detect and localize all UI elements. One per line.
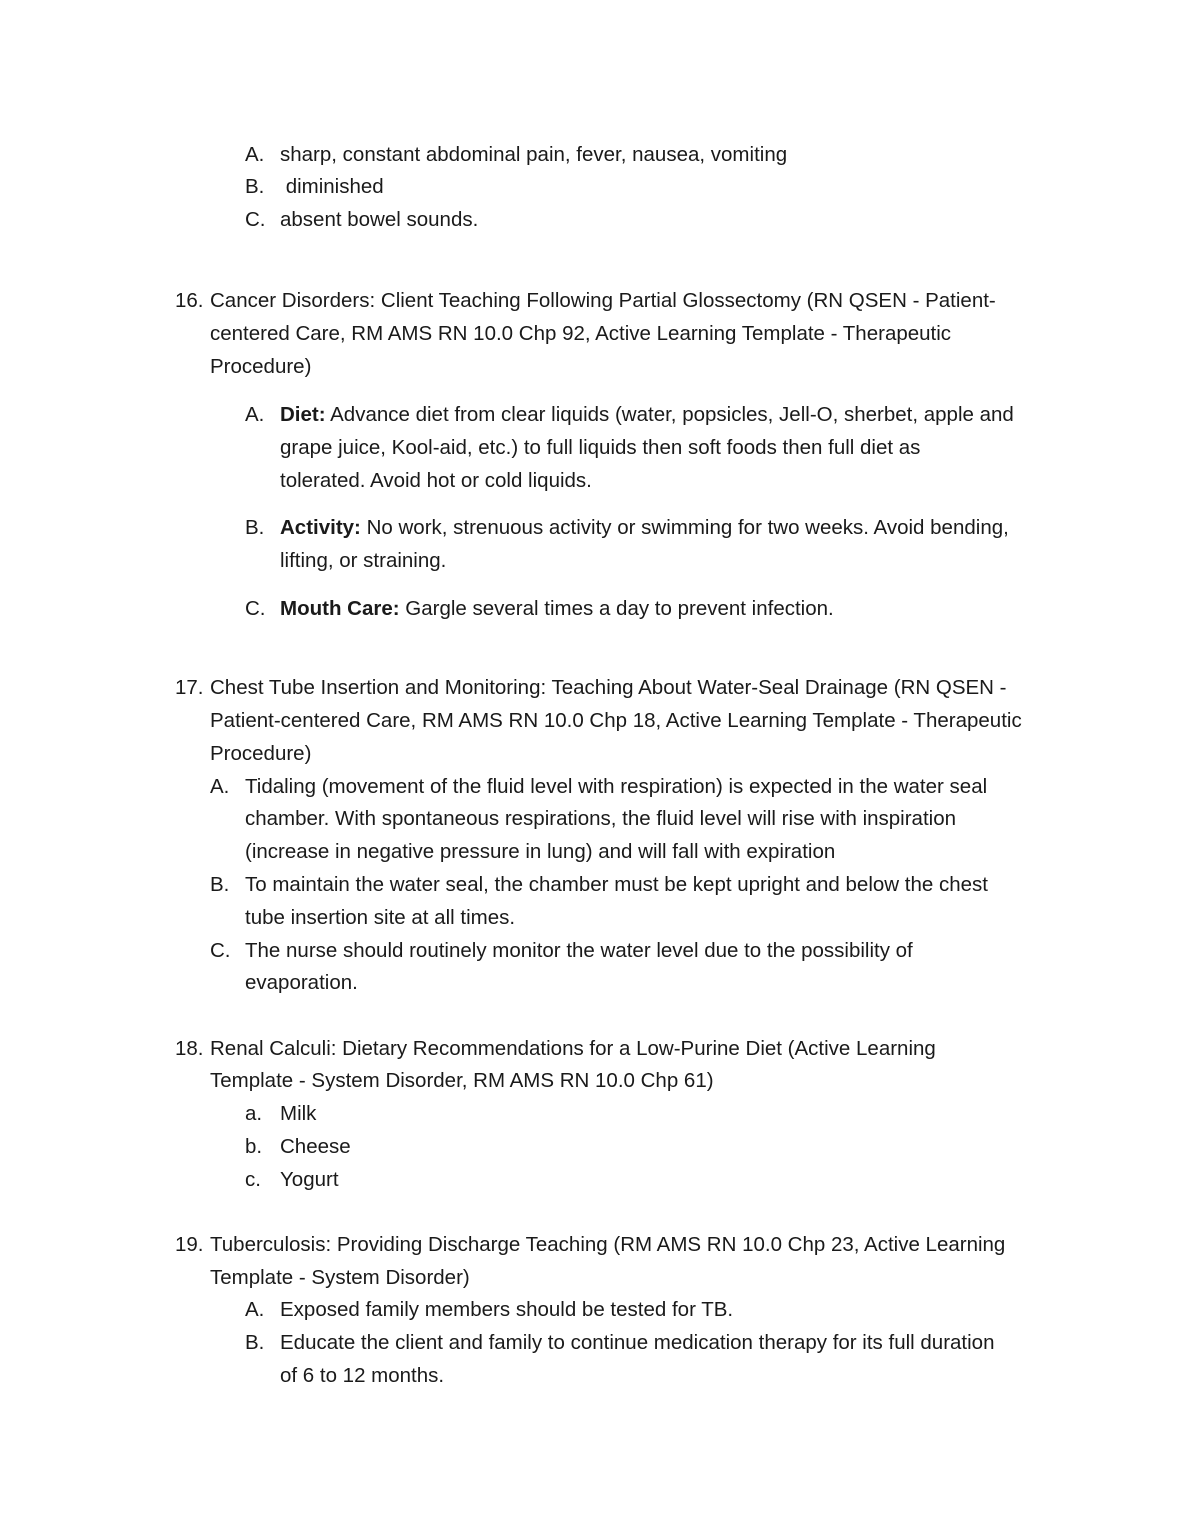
list-marker: b. — [245, 1135, 263, 1158]
list-item-text: Educate the client and family to continue medication therapy for its full duration — [280, 1331, 995, 1354]
list-marker: c. — [245, 1168, 261, 1191]
list-marker: B. — [245, 1331, 265, 1354]
list-item-text: (increase in negative pressure in lung) and will fall with expiration — [245, 840, 836, 863]
section-heading-line: Template - System Disorder) — [210, 1266, 470, 1289]
list-marker: A. — [210, 775, 230, 798]
list-item-text: lifting, or straining. — [280, 549, 447, 572]
list-marker: C. — [210, 939, 231, 962]
section-heading-line: Patient-centered Care, RM AMS RN 10.0 Chp 18, Active Learning Template - Therapeutic — [210, 709, 1022, 732]
list-item-text: chamber. With spontaneous respirations, the fluid level will rise with inspiration — [245, 807, 957, 830]
list-item-text: of 6 to 12 months. — [280, 1364, 445, 1387]
list-marker: a. — [245, 1102, 263, 1125]
list-item-text — [280, 518, 1009, 539]
section-heading-line: Cancer Disorders: Client Teaching Following Partial Glossectomy (RN QSEN - Patient- — [210, 289, 996, 312]
item-text: Advance diet from clear liquids (water, popsicles, Jell-O, sherbet, apple and — [325, 403, 1014, 426]
list-item-text: Exposed family members should be tested for TB. — [280, 1298, 734, 1321]
item-text: Gargle several times a day to prevent infection. — [399, 597, 834, 620]
list-item-text: Tidaling (movement of the fluid level with respiration) is expected in the water seal — [245, 775, 988, 798]
list-marker: C. — [245, 597, 266, 620]
list-item-text: sharp, constant abdominal pain, fever, nausea, vomiting — [280, 143, 788, 166]
list-item-text: evaporation. — [245, 971, 358, 994]
item-label: Mouth Care: — [280, 597, 400, 620]
item-text: No work, strenuous activity or swimming for two weeks. Avoid bending, — [360, 516, 1009, 539]
list-item-text — [280, 405, 1014, 426]
section-number: 18. — [175, 1037, 204, 1060]
list-marker: A. — [245, 1298, 265, 1321]
list-item-text: The nurse should routinely monitor the water level due to the possibility of — [245, 939, 913, 962]
item-label: Diet: — [280, 403, 326, 426]
list-item-text: absent bowel sounds. — [280, 208, 479, 231]
list-item-text: tolerated. Avoid hot or cold liquids. — [280, 469, 592, 492]
list-item-text: To maintain the water seal, the chamber must be kept upright and below the chest — [245, 873, 988, 896]
section-heading-line: Procedure) — [210, 742, 312, 765]
section-heading-line: centered Care, RM AMS RN 10.0 Chp 92, Active Learning Template - Therapeutic — [210, 322, 952, 345]
list-item-text: Cheese — [280, 1135, 351, 1158]
section-heading-line: Template - System Disorder, RM AMS RN 10.0 Chp 61) — [210, 1069, 714, 1092]
list-item-text: diminished — [280, 175, 384, 198]
list-item-text: tube insertion site at all times. — [245, 906, 516, 929]
section-heading-line: Tuberculosis: Providing Discharge Teaching (RM AMS RN 10.0 Chp 23, Active Learning — [210, 1233, 1006, 1256]
section-heading-line: Renal Calculi: Dietary Recommendations for a Low-Purine Diet (Active Learning — [210, 1037, 936, 1060]
section-number: 17. — [175, 676, 204, 699]
list-marker: C. — [245, 208, 266, 231]
section-number: 16. — [175, 289, 204, 312]
list-item-text: Yogurt — [280, 1168, 339, 1191]
section-heading-line: Procedure) — [210, 355, 312, 378]
list-item-text: Milk — [280, 1102, 317, 1125]
list-marker: B. — [210, 873, 230, 896]
section-number: 19. — [175, 1233, 204, 1256]
section-heading-line: Chest Tube Insertion and Monitoring: Teaching About Water-Seal Drainage (RN QSEN - — [210, 676, 1007, 699]
list-item-text: grape juice, Kool-aid, etc.) to full liquids then soft foods then full diet as — [280, 436, 921, 459]
item-label: Activity: — [280, 516, 361, 539]
list-marker: A. — [245, 403, 265, 426]
list-item-text — [280, 599, 834, 620]
list-marker: B. — [245, 175, 265, 198]
list-marker: B. — [245, 516, 265, 539]
list-marker: A. — [245, 143, 265, 166]
